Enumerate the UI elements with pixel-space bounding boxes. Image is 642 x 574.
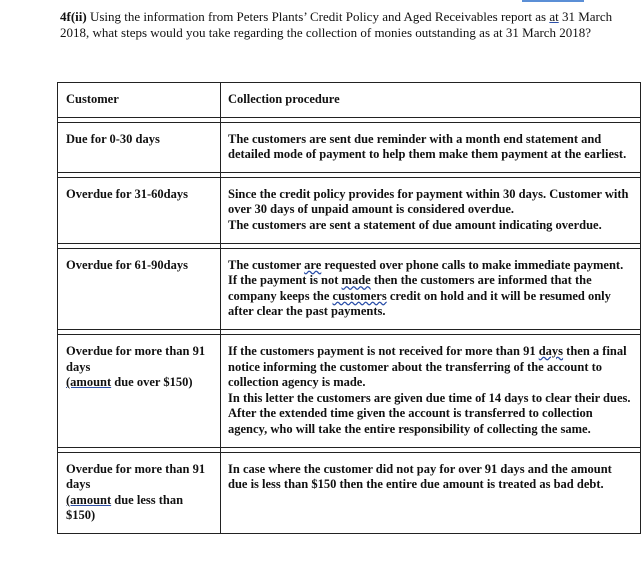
row-customer: Overdue for 31-60days <box>58 177 221 243</box>
header-procedure: Collection procedure <box>221 83 641 118</box>
text-run: then the customers are informed that the company keeps the <box>228 273 592 303</box>
customer-line: Overdue for more than 91 days <box>66 461 206 492</box>
table-row <box>58 334 641 447</box>
table-row <box>58 177 641 243</box>
text-run: The customer <box>228 257 305 272</box>
amount-flag: (amount <box>66 492 112 507</box>
row-customer <box>58 334 221 447</box>
row-procedure: The customers are sent due reminder with a month end statement and detailed mode of payment to help them make them payment at the earliest. <box>221 122 641 172</box>
question-text-a: Using the information from Peters Plants’ Credit Policy and Aged Receivables report as <box>86 9 550 24</box>
question-text-b: 31 March 2018, what steps would you take regarding the collection of monies outstanding as at 31 March 2018? <box>60 9 613 40</box>
row-customer: Due for 0-30 days <box>58 122 221 172</box>
table-row <box>58 452 641 533</box>
question-number: 4f(ii) <box>60 9 87 24</box>
procedure-paragraph <box>228 344 634 391</box>
grammar-flag-are: are <box>304 257 322 272</box>
table-header-row <box>58 83 641 118</box>
row-procedure <box>221 177 641 243</box>
question-at: at <box>549 9 559 24</box>
question-text <box>60 9 620 40</box>
table-row <box>58 248 641 329</box>
grammar-flag-made: made <box>341 273 371 288</box>
amount-flag: (amount <box>66 375 112 390</box>
customer-line: Overdue for more than 91 days <box>66 343 206 374</box>
customer-line <box>66 375 214 391</box>
procedure-paragraph: The customers are sent a statement of due amount indicating overdue. <box>228 217 602 232</box>
row-procedure <box>221 334 641 447</box>
collection-table <box>57 82 641 534</box>
row-customer: Overdue for 61-90days <box>58 248 221 329</box>
row-procedure <box>221 248 641 329</box>
text-run: requested over phone calls to make immediate payment. If the payment is not <box>228 257 624 288</box>
row-procedure: In case where the customer did not pay for over 91 days and the amount due is less than $150 then the entire due amount is treated as bad debt. <box>221 452 641 533</box>
text-run: If the customers payment is not received for more than 91 <box>228 343 539 358</box>
header-customer: Customer <box>58 83 221 118</box>
text-run: credit on hold and it will be resumed only after clear the past payments. <box>228 288 611 319</box>
table-row <box>58 122 641 172</box>
procedure-paragraph: Since the credit policy provides for payment within 30 days. Customer with over 30 days of unpaid amount is considered overdue. <box>228 186 629 217</box>
customer-line <box>66 493 214 524</box>
grammar-flag-customers: customers <box>332 288 387 303</box>
text-run: due less than $150) <box>66 492 184 523</box>
text-run: due over $150) <box>111 375 193 390</box>
row-customer <box>58 452 221 533</box>
text-run: then a final notice informing the customer about the transferring of the account to collection agency is made. <box>228 343 627 390</box>
procedure-paragraph: In this letter the customers are given due time of 14 days to clear their dues. After the extended time given the account is transferred to collection agency, who will take the entire responsibility of collecting the same. <box>228 390 631 436</box>
top-accent-line <box>522 0 584 2</box>
grammar-flag-days: days <box>538 343 564 358</box>
